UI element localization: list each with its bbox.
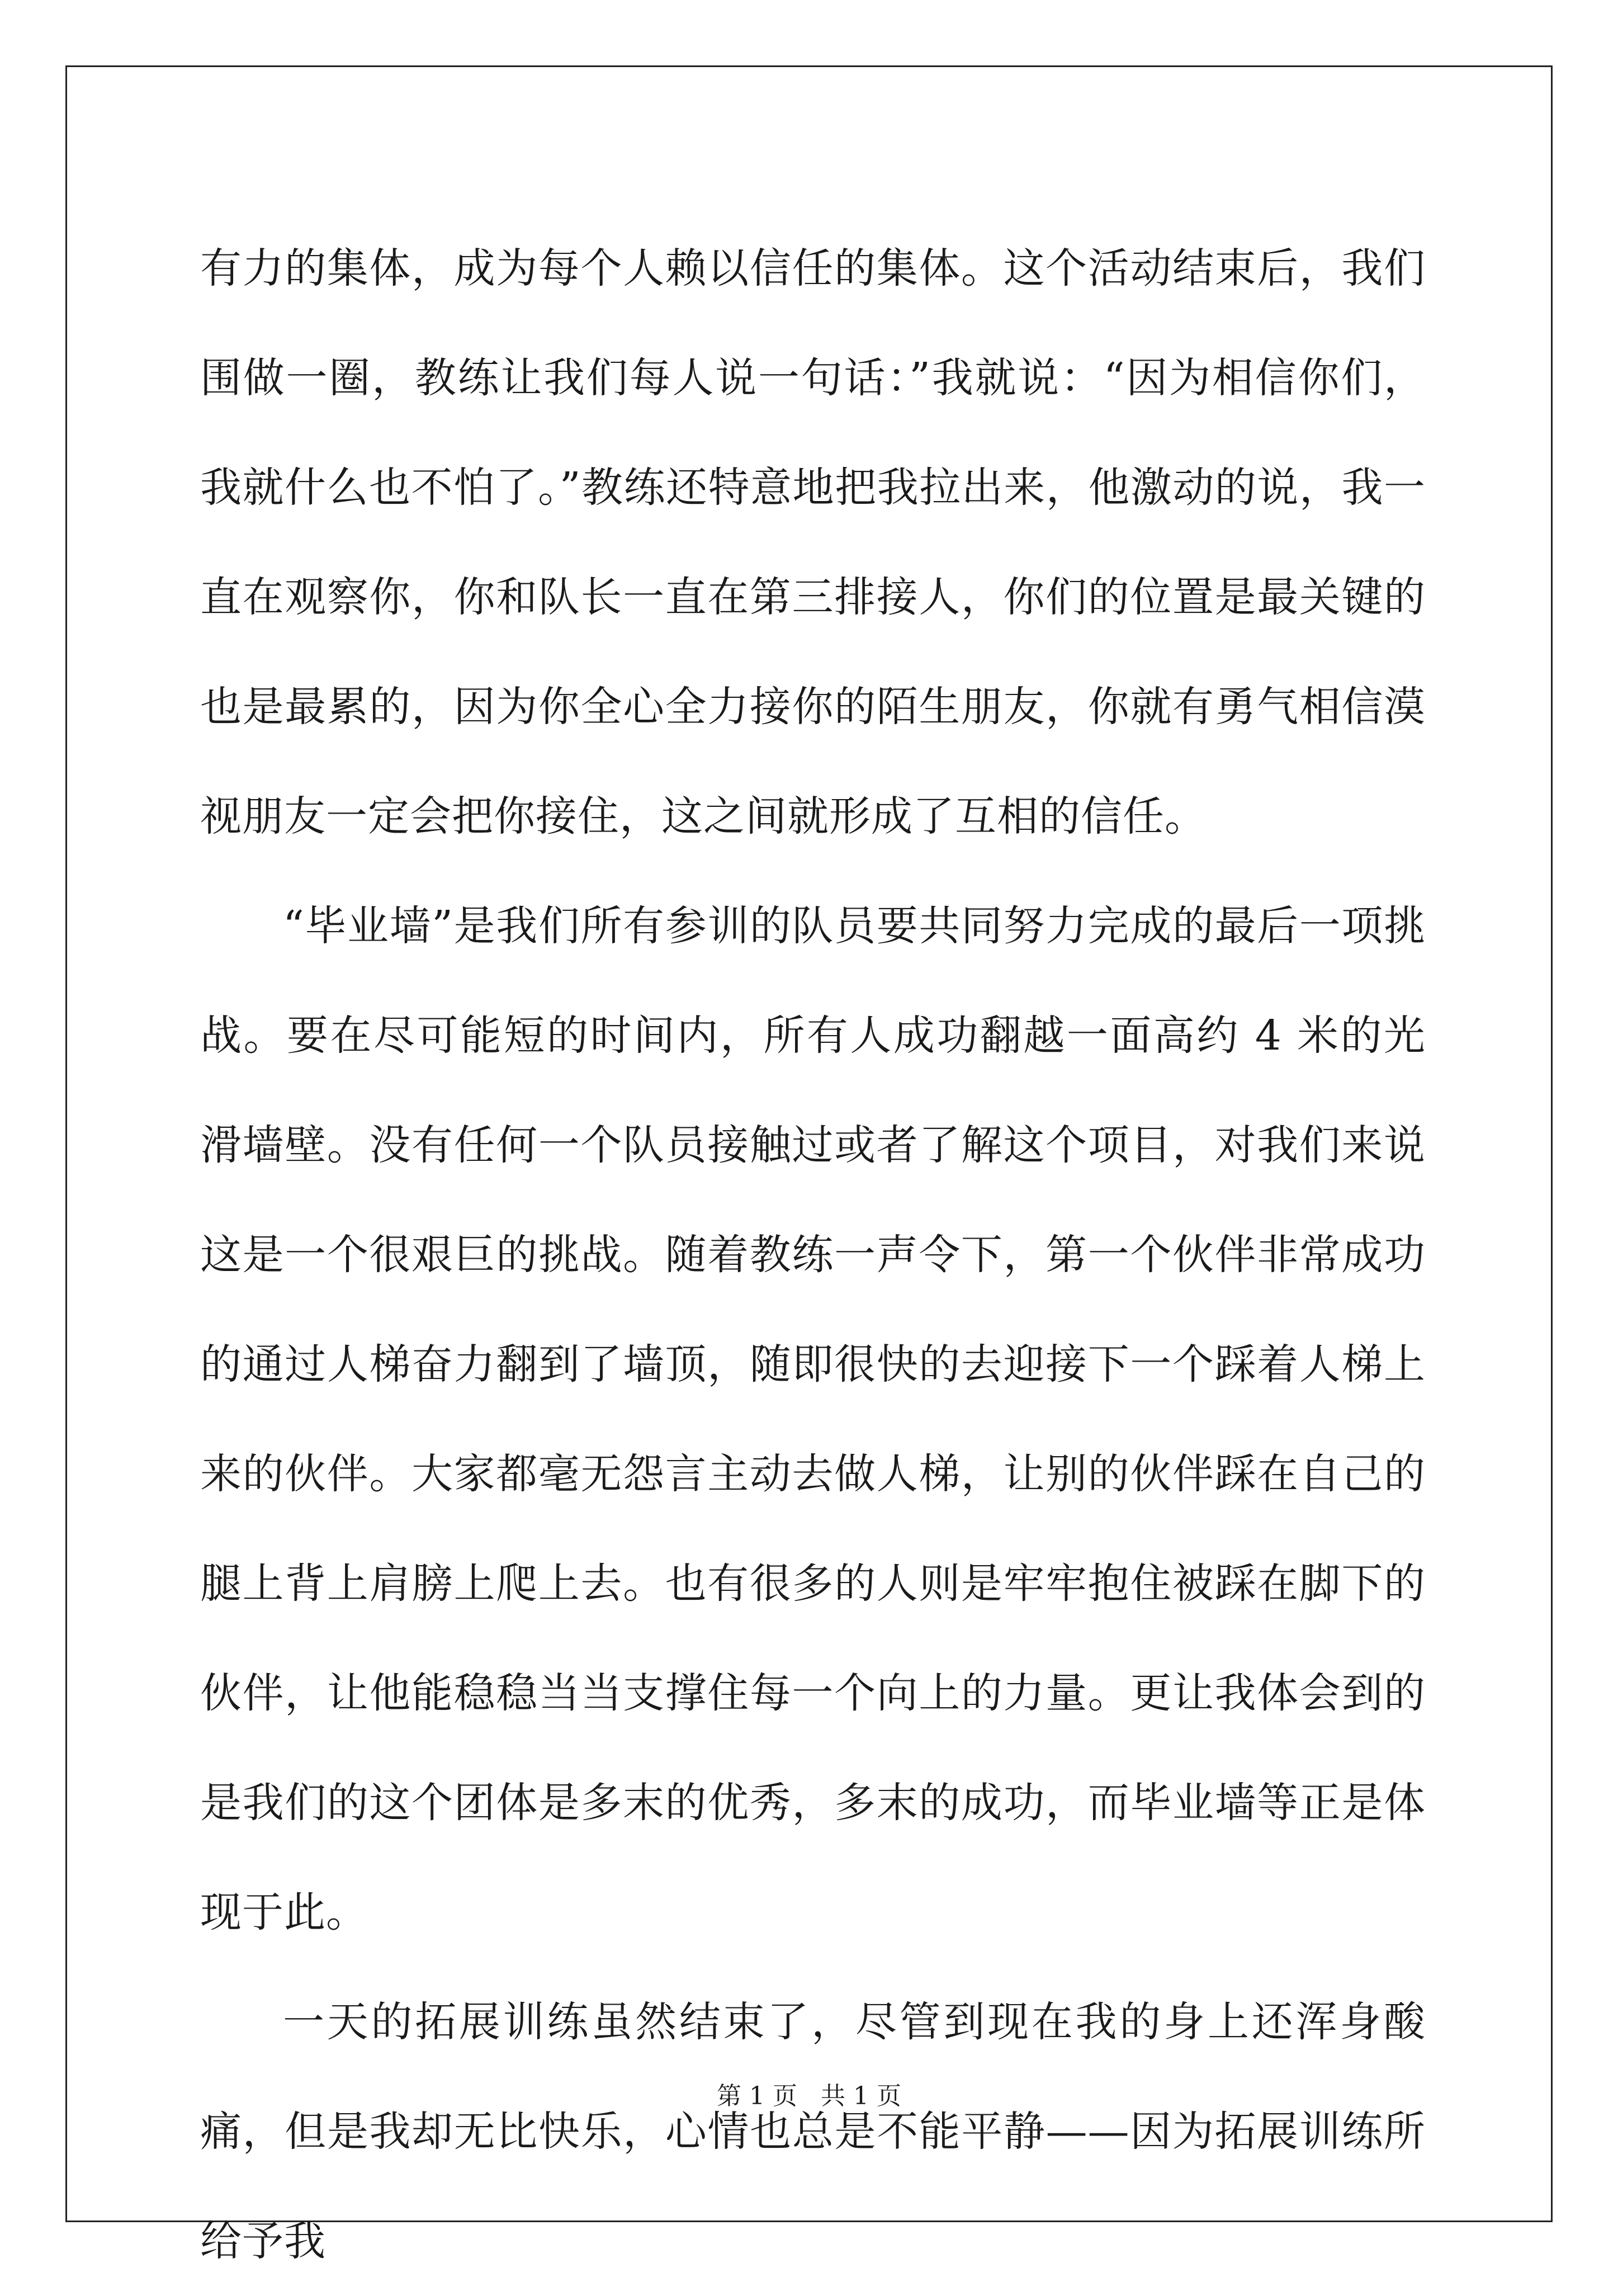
- page-footer: 第 1 页 共 1 页: [717, 2082, 901, 2110]
- paragraph-3: 一天的拓展训练虽然结束了，尽管到现在我的身上还浑身酸痛，但是我却无比快乐，心情也总是不能平静——因为拓展训练所给予我: [200, 1998, 1426, 2265]
- document-body: [200, 214, 1426, 2296]
- paragraph-2: “毕业墙”是我们所有参训的队员要共同努力完成的最后一项挑战。要在尽可能短的时间内，所有人成功翻越一面高约 4 米的光滑墙壁。没有任何一个队员接触过或者了解这个项目，对我们来说这是一个很艰巨的挑战。随着教练一声令下，第一个伙伴非常成功的通过人梯奋力翻到了墙顶，随即很快的去迎接下一个踩着人梯上来的伙伴。大家都毫无怨言主动去做人梯，让别的伙伴踩在自己的腿上背上肩膀上爬上去。也有很多的人则是牢牢抱住被踩在脚下的伙伴，让他能稳稳当当支撑住每一个向上的力量。更让我体会到的是我们的这个团体是多末的优秀，多末的成功，而毕业墙等正是体现于此。: [200, 902, 1426, 1936]
- paragraph-1: 有力的集体，成为每个人赖以信任的集体。这个活动结束后，我们围做一圈，教练让我们每人说一句话：”我就说：“因为相信你们，我就什么也不怕了。”教练还特意地把我拉出来，他激动的说，我一直在观察你，你和队长一直在第三排接人，你们的位置是最关键的也是最累的，因为你全心全力接你的陌生朋友，你就有勇气相信漠视朋友一定会把你接住，这之间就形成了互相的信任。: [200, 244, 1426, 840]
